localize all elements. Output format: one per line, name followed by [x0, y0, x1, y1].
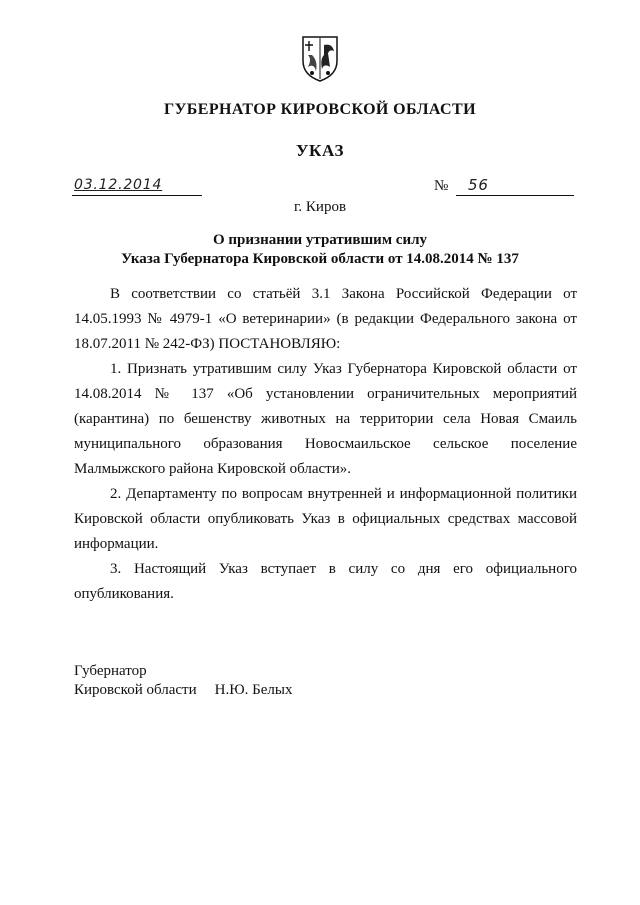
handwritten-date: 03.12.2014: [74, 177, 163, 193]
signatory-position-line-2: Кировской области: [74, 682, 197, 698]
signature-block: [74, 662, 292, 700]
document-subject: [0, 231, 640, 269]
item-1-paragraph: 1. Признать утратившим силу Указ Губернатора Кировской области от 14.08.2014 № 137 «Об установлении ограничительных мероприятий (карантина) по бешенству животных на территории села Новая Смаиль муниципального образования Новосмаильское сельское поселение Малмыжского района Кировской области».: [74, 361, 577, 477]
document-type: УКАЗ: [295, 141, 345, 160]
number-field: [456, 176, 574, 196]
signature-row: [74, 681, 292, 700]
city-line: г. Киров: [293, 199, 347, 215]
number-label: №: [434, 178, 449, 194]
subject-line-1: О признании утратившим силу: [213, 232, 427, 248]
issuer-title: ГУБЕРНАТОР КИРОВСКОЙ ОБЛАСТИ: [164, 101, 476, 118]
date-field: [72, 176, 202, 196]
item-2-paragraph: 2. Департаменту по вопросам внутренней и информационной политики Кировской области опубликовать Указ в официальных средствах массовой информации.: [74, 486, 577, 552]
preamble-paragraph: В соответствии со статьёй 3.1 Закона Российской Федерации от 14.05.1993 № 4979-1 «О ветеринарии» (в редакции Федерального закона от 18.07.2011 № 242-ФЗ) ПОСТАНОВЛЯЮ:: [74, 286, 577, 352]
coat-of-arms-icon: [300, 33, 340, 83]
signatory-position-line-1: Губернатор: [74, 663, 147, 679]
subject-line-2: Указа Губернатора Кировской области от 14.08.2014 № 137: [121, 251, 519, 267]
handwritten-number: 56: [468, 176, 489, 194]
item-3-paragraph: 3. Настоящий Указ вступает в силу со дня его официального опубликования.: [74, 561, 577, 602]
document-body: [74, 282, 577, 607]
signatory-name: Н.Ю. Белых: [214, 682, 293, 698]
